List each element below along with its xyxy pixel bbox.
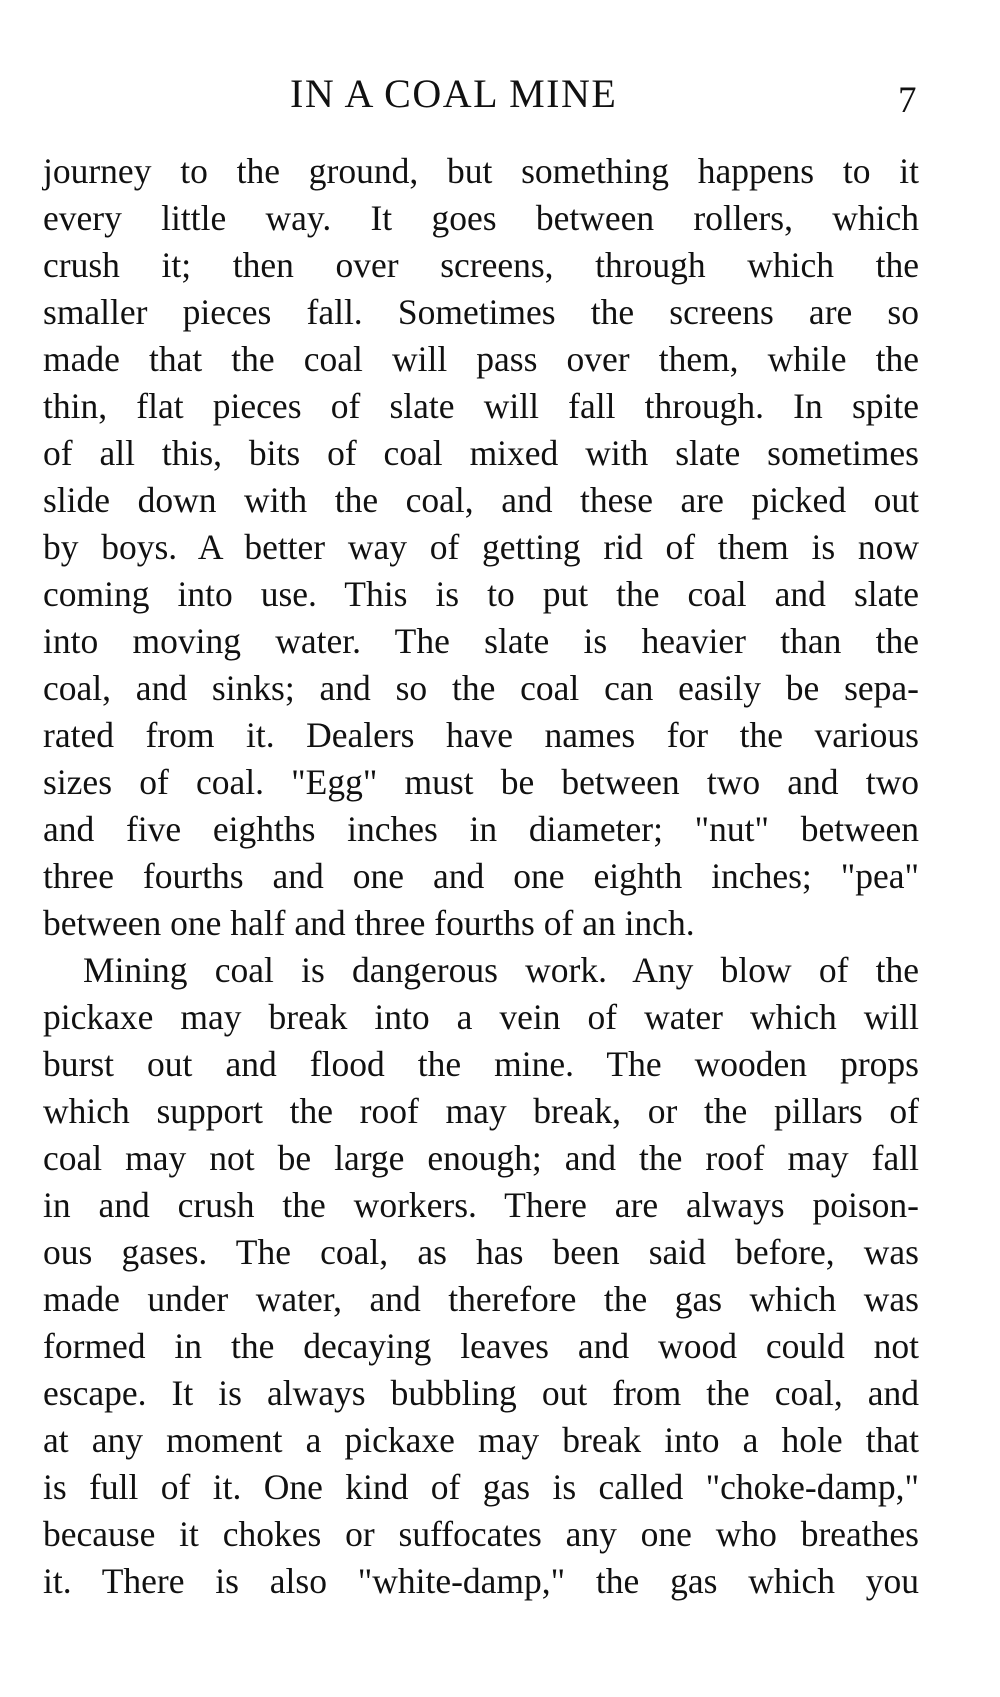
running-head	[0, 70, 1000, 120]
text-line: Mining coal is dangerous work. Any blow of the	[83, 950, 919, 990]
paragraph-1	[43, 148, 919, 947]
text-line: rated from it. Dealers have names for the various	[43, 715, 919, 755]
text-line: slide down with the coal, and these are picked out	[43, 480, 919, 520]
text-line: made that the coal will pass over them, while the	[43, 339, 919, 379]
text-line: between one half and three fourths of an inch.	[43, 903, 695, 943]
text-line: coal may not be large enough; and the roof may fall	[43, 1138, 919, 1178]
text-line: coal, and sinks; and so the coal can easily be sepa-	[43, 668, 919, 708]
text-line: in and crush the workers. There are always poison-	[43, 1185, 919, 1225]
text-line: thin, flat pieces of slate will fall through. In spite	[43, 386, 919, 426]
text-line: escape. It is always bubbling out from the coal, and	[43, 1373, 919, 1413]
text-line: at any moment a pickaxe may break into a hole that	[43, 1420, 919, 1460]
text-line: crush it; then over screens, through which the	[43, 245, 919, 285]
text-line: burst out and flood the mine. The wooden props	[43, 1044, 919, 1084]
text-line: three fourths and one and one eighth inches; "pea"	[43, 856, 919, 896]
text-line: into moving water. The slate is heavier than the	[43, 621, 919, 661]
text-line: of all this, bits of coal mixed with slate sometimes	[43, 433, 919, 473]
text-line: smaller pieces fall. Sometimes the screens are so	[43, 292, 919, 332]
text-line: it. There is also "white-damp," the gas which you	[43, 1561, 919, 1601]
text-line: pickaxe may break into a vein of water which will	[43, 997, 919, 1037]
text-line: formed in the decaying leaves and wood could not	[43, 1326, 919, 1366]
text-line: coming into use. This is to put the coal and slate	[43, 574, 919, 614]
text-line: by boys. A better way of getting rid of them is now	[43, 527, 919, 567]
text-line: which support the roof may break, or the pillars of	[43, 1091, 919, 1131]
text-line: because it chokes or suffocates any one who breathes	[43, 1514, 919, 1554]
text-line: made under water, and therefore the gas which was	[43, 1279, 919, 1319]
text-line: is full of it. One kind of gas is called "choke-damp,"	[43, 1467, 919, 1507]
text-line: ous gases. The coal, as has been said before, was	[43, 1232, 919, 1272]
paragraph-2	[43, 947, 919, 1605]
page-number: 7	[898, 80, 917, 121]
body-text	[43, 148, 919, 1605]
text-line: sizes of coal. "Egg" must be between two and two	[43, 762, 919, 802]
running-title: IN A COAL MINE	[290, 71, 618, 116]
text-line: journey to the ground, but something happens to it	[43, 151, 919, 191]
text-line: and five eighths inches in diameter; "nut" between	[43, 809, 919, 849]
text-line: every little way. It goes between rollers, which	[43, 198, 919, 238]
